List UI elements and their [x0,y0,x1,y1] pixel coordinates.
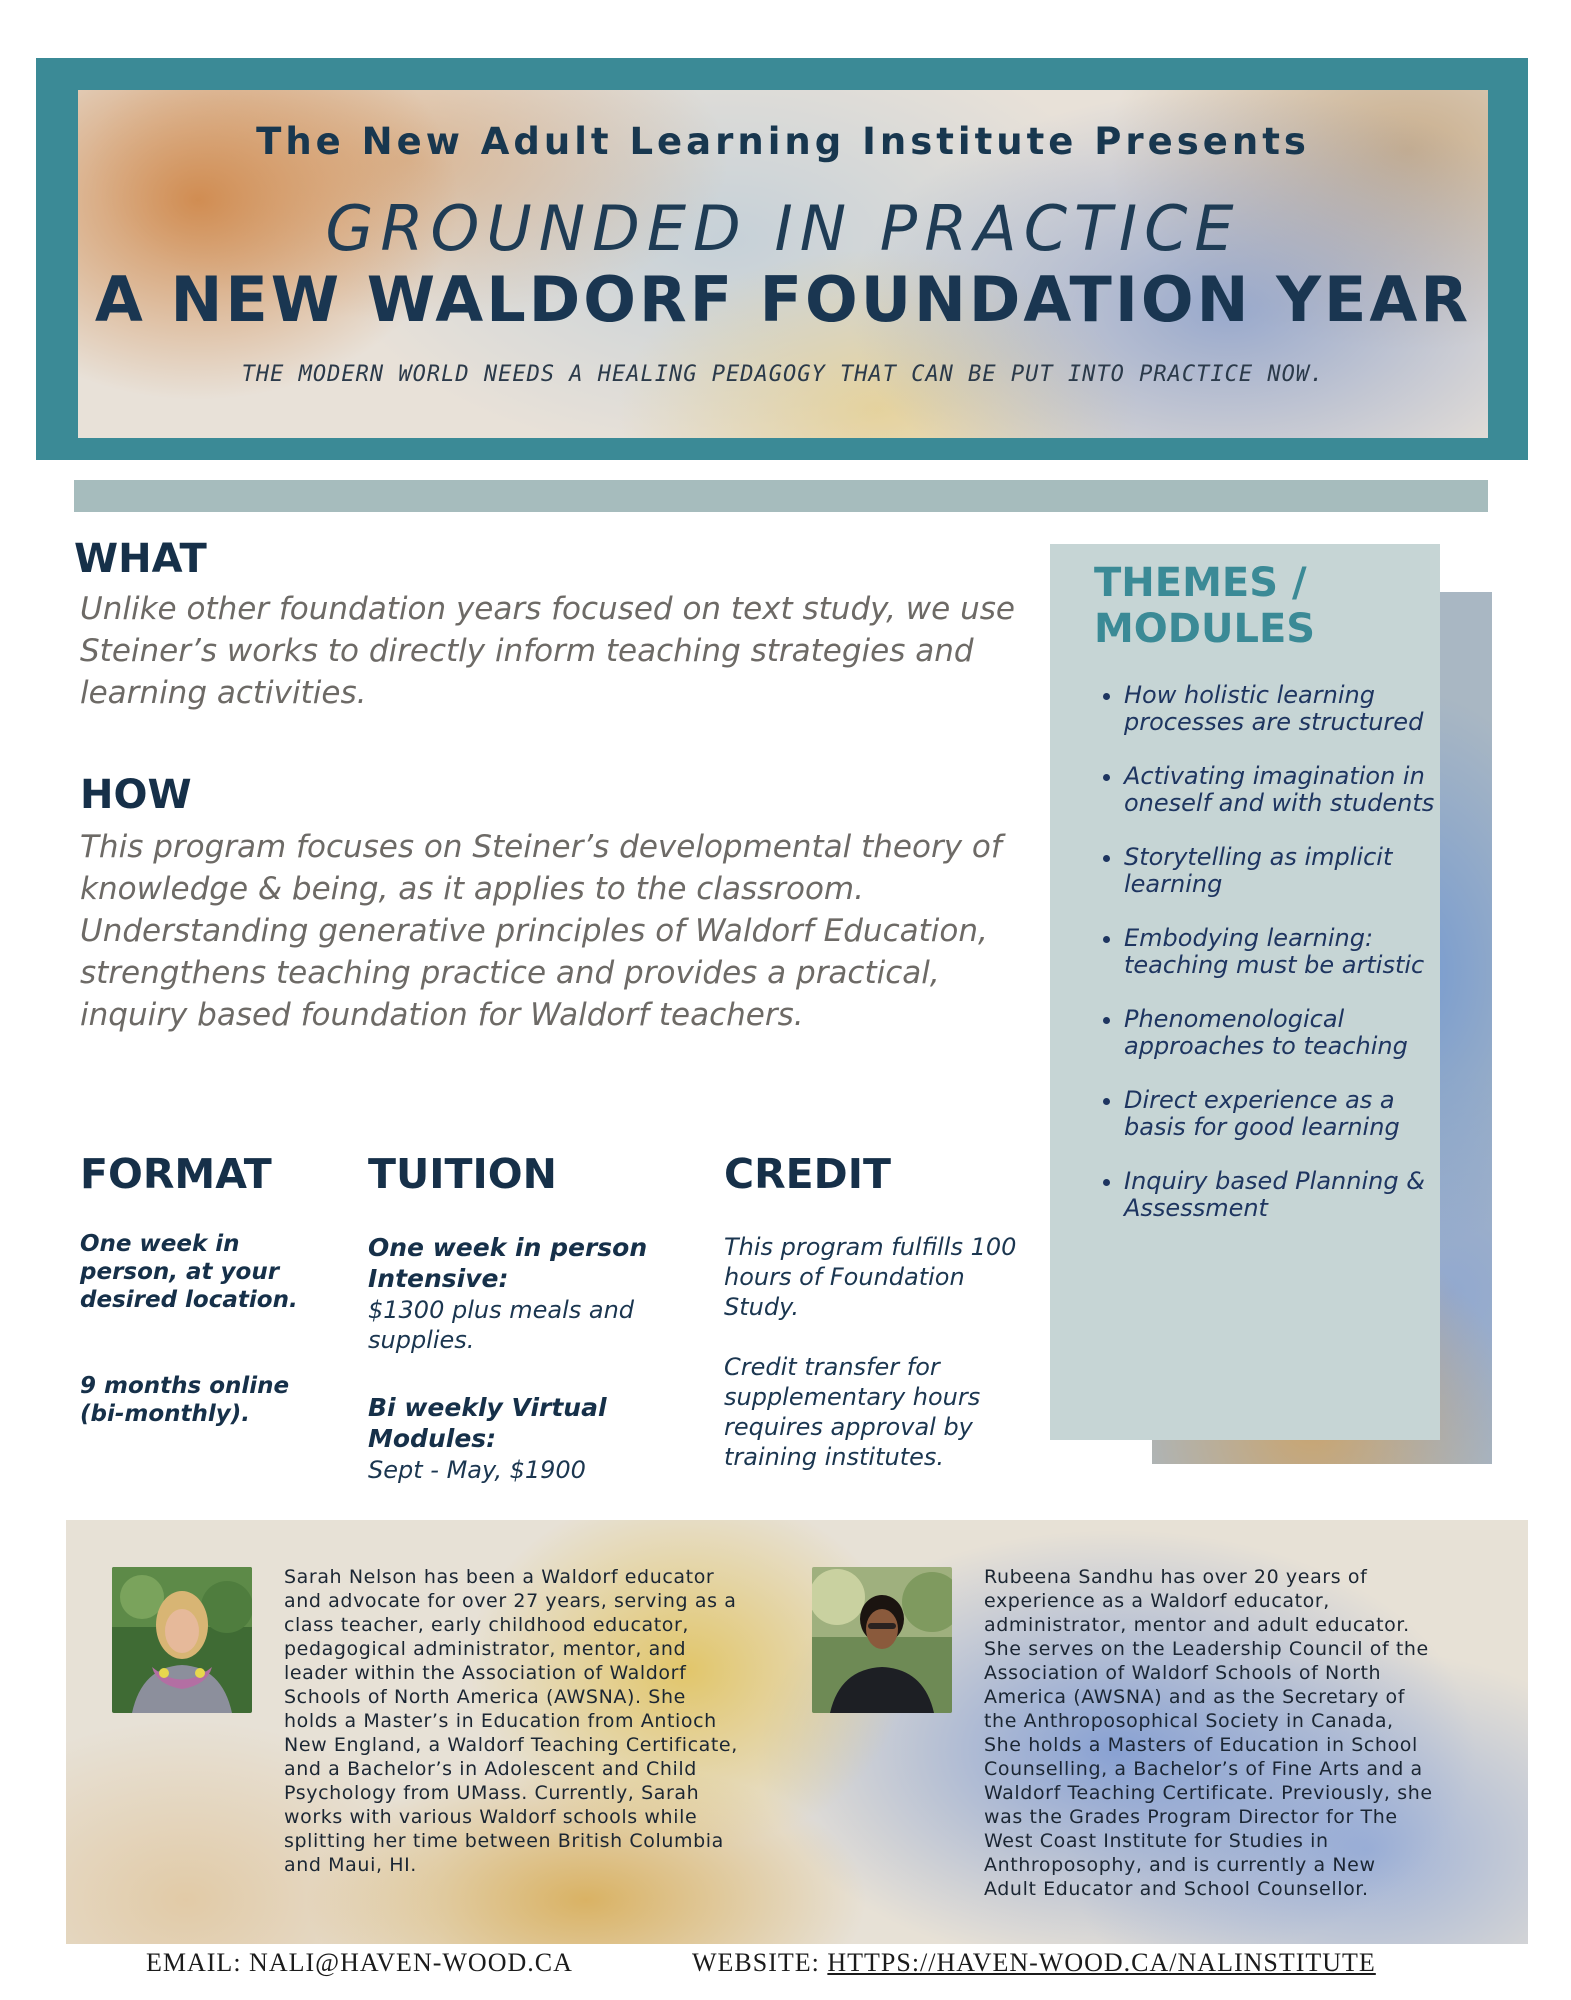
tuition-option-1-title: One week in person Intensive: [368,1233,648,1293]
sarah-nelson-bio: Sarah Nelson has been a Waldorf educator and advocate for over 27 years, serving as a class teacher, early childhood educator, pedagogical administrator, mentor, and leader within the Association of Waldorf Schools of North America (AWSNA). She holds a Master’s in Education from Antioch New England, a Waldorf Teaching Certificate, and a Bachelor’s in Adolescent and Child Psychology from UMass. Currently, Sarah works with various Waldorf schools while splitting her time between British Columbia and Maui, HI. [284,1566,738,1876]
website-link[interactable]: HTTPS://HAVEN-WOOD.CA/NALINSTITUTE [827,1948,1376,1977]
footer-email [146,1948,573,1978]
theme-item: • Inquiry based Planning & Assessment [1124,1168,1454,1222]
credit-text-1: This program fulfills 100 hours of Foundation Study. [724,1233,1017,1321]
format-heading: FORMAT [80,1150,272,1198]
rubeena-sandhu-bio: Rubeena Sandhu has over 20 years of experience as a Waldorf educator, administrator, mentor and adult educator. She serves on the Leadership Council of the Association of Waldorf Schools of North America (AWSNA) and as the Secretary of the Anthroposophical Society in Canada, She holds a Masters of Education in School Counselling, a Bachelor’s of Fine Arts and a Waldorf Teaching Certificate. Previously, she was the Grades Program Director for The West Coast Institute for Studies in Anthroposophy, and is currently a New Adult Educator and School Counsellor. [984,1566,1433,1900]
footer-website [692,1948,1376,1978]
tuition-option-2-detail: Sept - May, $1900 [368,1456,586,1484]
how-heading: HOW [80,772,192,818]
divider-bar [74,480,1488,512]
tuition-option-1-detail: $1300 plus meals and supplies. [368,1296,635,1354]
email-address[interactable]: NALI@HAVEN-WOOD.CA [249,1948,573,1977]
tuition-option-2-title: Bi weekly Virtual Modules: [368,1393,607,1453]
program-subtitle: GROUNDED IN PRACTICE [325,192,1241,265]
credit-heading: CREDIT [724,1150,891,1198]
rubeena-sandhu-photo [812,1567,952,1713]
website-label: WEBSITE: [692,1948,820,1977]
format-line-2: 9 months online (bi-monthly). [80,1373,290,1427]
sarah-nelson-photo [112,1567,252,1713]
presents-line: The New Adult Learning Institute Presents [256,120,1310,163]
what-text: Unlike other foundation years focused on text study, we use Steiner’s works to directly inform teaching strategies and learning activities. [80,591,1015,711]
theme-item: • Embodying learning: teaching must be artistic [1124,925,1454,979]
theme-item: • Direct experience as a basis for good learning [1124,1087,1454,1141]
theme-item: • How holistic learning processes are structured [1124,682,1454,736]
header-banner [78,90,1488,438]
tuition-heading: TUITION [368,1150,557,1198]
tagline: THE MODERN WORLD NEEDS A HEALING PEDAGOGY THAT CAN BE PUT INTO PRACTICE NOW. [241,362,1325,387]
credit-text-2: Credit transfer for supplementary hours requires approval by training institutes. [724,1353,981,1471]
email-label: EMAIL: [146,1948,242,1977]
themes-list [1094,682,1454,1249]
what-heading: WHAT [74,536,207,582]
theme-item: • Activating imagination in oneself and with students [1124,763,1454,817]
how-text: This program focuses on Steiner’s developmental theory of knowledge & being, as it applies to the classroom. Understanding generative principles of Waldorf Education, strengthens teaching practice and provides a practical, inquiry based foundation for Waldorf teachers. [80,829,1002,1033]
themes-heading: THEMES / MODULES [1094,560,1316,652]
format-line-1: One week in person, at your desired location. [80,1231,298,1313]
theme-item: • Storytelling as implicit learning [1124,844,1454,898]
theme-item: • Phenomenological approaches to teaching [1124,1006,1454,1060]
program-title: A NEW WALDORF FOUNDATION YEAR [94,263,1472,336]
